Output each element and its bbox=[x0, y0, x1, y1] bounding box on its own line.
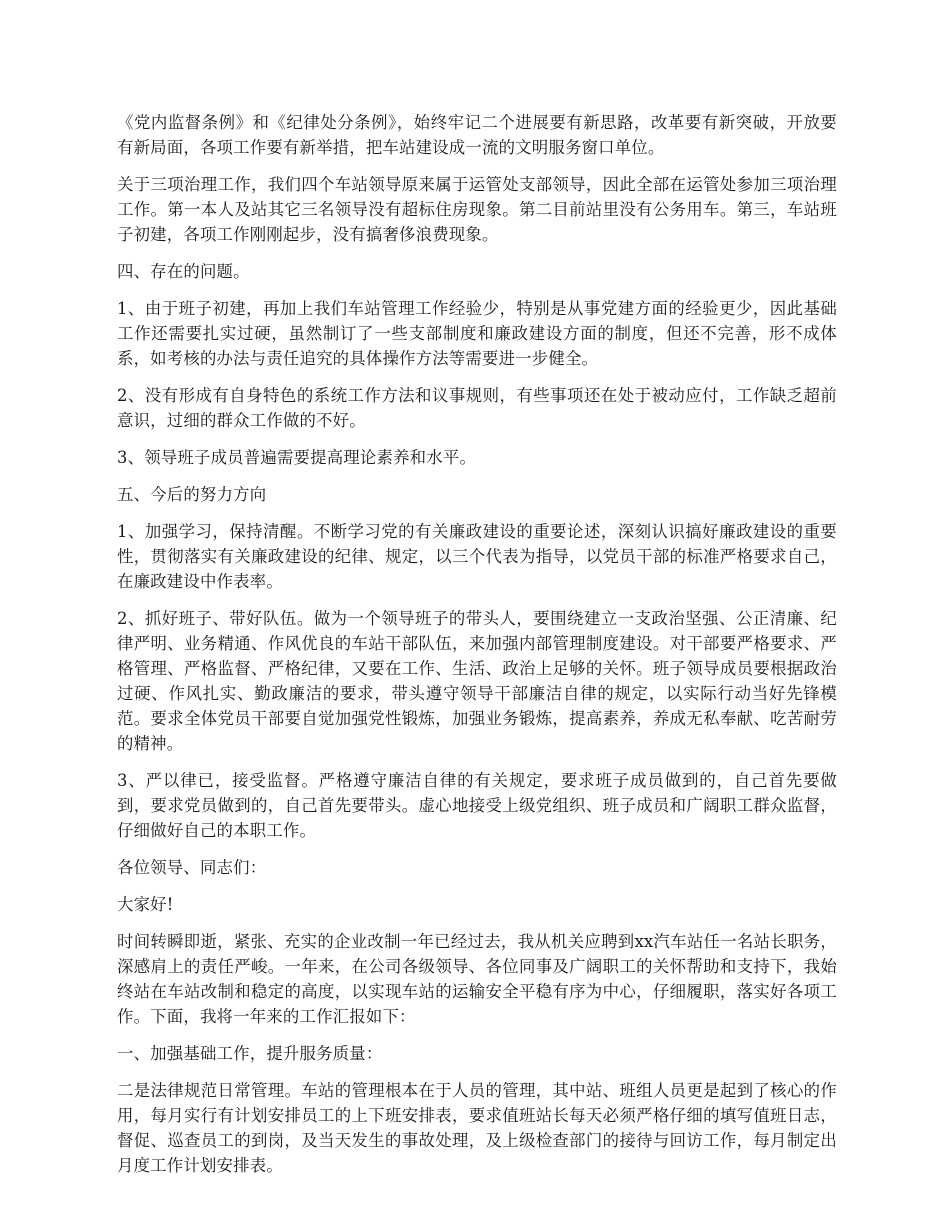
paragraph-problem-3: 3、领导班子成员普遍需要提高理论素养和水平。 bbox=[117, 448, 477, 467]
paragraph-direction-2: 2、抓好班子、带好队伍。做为一个领导班子的带头人，要围绕建立一支政治坚强、公正清廉、纪律严明、业务精通、作风优良的车站干部队伍，来加强内部管理制度建设。对干部要严格要求、严格管理、严格监督、严格纪律，又要在工作、生活、政治上足够的关怀。班子领导成员要根据政治过硬、作风扎实、勤政廉洁的要求，带头遵守领导干部廉洁自律的规定，以实际行动当好先锋模范。要求全体党员干部要自觉加强党性锻炼，加强业务锻炼，提高素养，养成无私奉献、吃苦耐劳的精神。 bbox=[117, 609, 837, 753]
paragraph-daily-management: 二是法律规范日常管理。车站的管理根本在于人员的管理，其中站、班组人员更是起到了核心的作用，每月实行有计划安排员工的上下班安排表，要求值班站长每天必须严格仔细的填写值班日志，督促、巡查员工的到岗，及当天发生的事故处理，及上级检查部门的接待与回访工作，每月制定出月度工作计划安排表。 bbox=[117, 1081, 837, 1175]
salutation: 各位领导、同志们： bbox=[117, 858, 267, 877]
paragraph-supervision-regulations: 《党内监督条例》和《纪律处分条例》，始终牢记二个进展要有新思路，改革要有新突破，开放要有新局面，各项工作要有新举措，把车站建设成一流的文明服务窗口单位。 bbox=[117, 113, 837, 157]
document-body bbox=[117, 110, 837, 1190]
paragraph-direction-3: 3、严以律已，接受监督。严格遵守廉洁自律的有关规定，要求班子成员做到的，自己首先要做到，要求党员做到的，自己首先要带头。虚心地接受上级党组织、班子成员和广阔职工群众监督，仔细做好自己的本职工作。 bbox=[117, 771, 837, 840]
paragraph-direction-1: 1、加强学习，保持清醒。不断学习党的有关廉政建设的重要论述，深刻认识搞好廉政建设的重要性，贯彻落实有关廉政建设的纪律、规定，以三个代表为指导，以党员干部的标准严格要求自己，在廉政建设中作表率。 bbox=[117, 522, 837, 591]
paragraph-problem-2: 2、没有形成有自身特色的系统工作方法和议事规则，有些事项还在处于被动应付，工作缺乏超前意识，过细的群众工作做的不好。 bbox=[117, 386, 837, 430]
paragraph-problem-1: 1、由于班子初建，再加上我们车站管理工作经验少，特别是从事党建方面的经验更少，因此基础工作还需要扎实过硬，虽然制订了一些支部制度和廉政建设方面的制度，但还不完善，形不成体系，如考核的办法与责任追究的具体操作方法等需要进一步健全。 bbox=[117, 299, 837, 368]
heading-future-direction: 五、今后的努力方向 bbox=[117, 485, 267, 504]
paragraph-annual-summary: 时间转瞬即逝，紧张、充实的企业改制一年已经过去，我从机关应聘到xx汽车站任一名站长职务，深感肩上的责任严峻。一年来，在公司各级领导、各位同事及广阔职工的关怀帮助和支持下，我始终站在车站改制和稳定的高度，以实现车站的运输安全平稳有序为中心，仔细履职，落实好各项工作。下面，我将一年来的工作汇报如下： bbox=[117, 932, 837, 1026]
greeting: 大家好! bbox=[117, 895, 174, 914]
heading-existing-problems: 四、存在的问题。 bbox=[117, 262, 250, 281]
paragraph-three-governance: 关于三项治理工作，我们四个车站领导原来属于运管处支部领导，因此全部在运管处参加三项治理工作。第一本人及站其它三名领导没有超标住房现象。第二目前站里没有公务用车。第三，车站班子初建，各项工作刚刚起步，没有搞奢侈浪费现象。 bbox=[117, 175, 837, 244]
heading-strengthen-foundation: 一、加强基础工作，提升服务质量： bbox=[117, 1044, 383, 1063]
